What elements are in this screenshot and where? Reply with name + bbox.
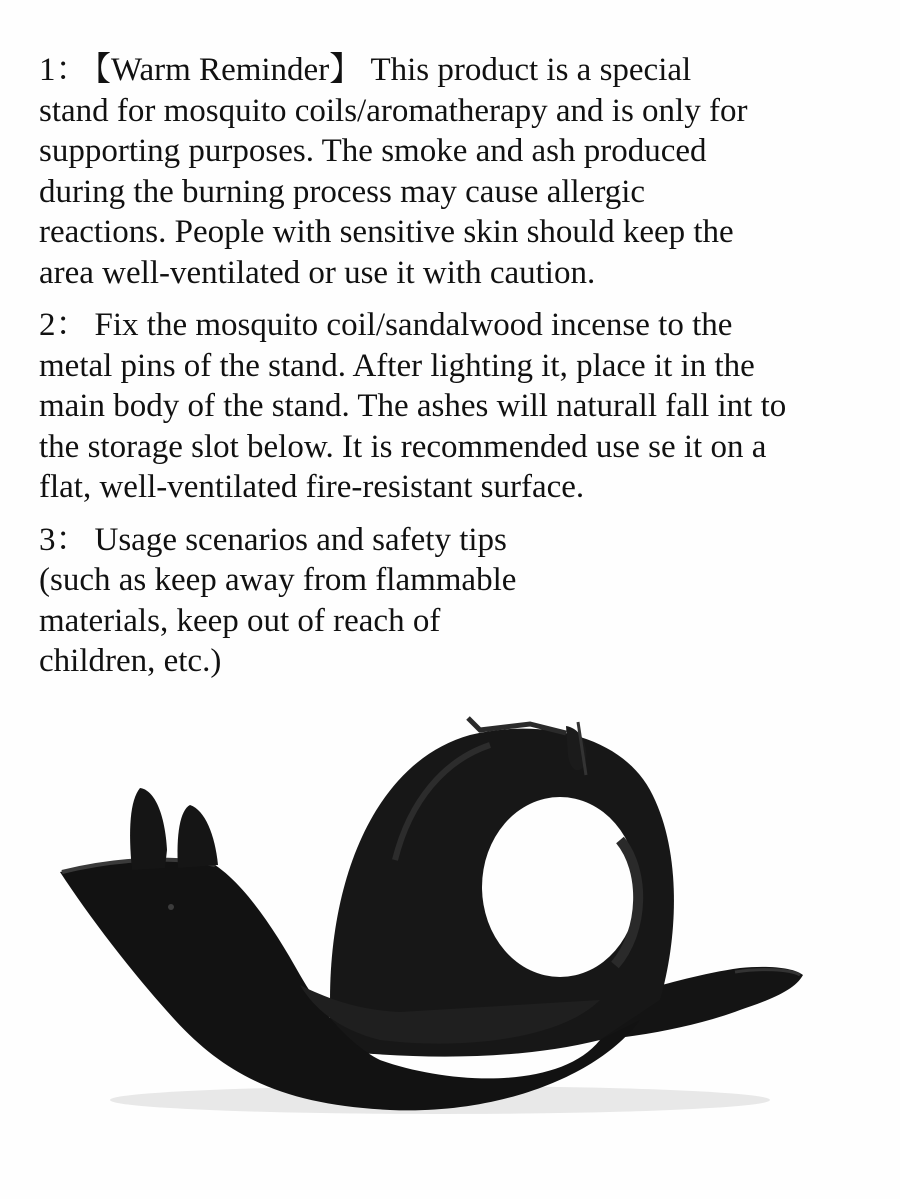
stand-ear-right	[178, 805, 219, 868]
note-2-text: Fix the mosquito coil/sandalwood incense to the metal pins of the stand. After lighting it, place it in the main body of the stand. The ashes will naturall fall int to the storage slot below. It is recommended use se it on a flat, well-ventilated fire-resistant surface.	[39, 307, 787, 505]
note-1-number: 1：	[39, 52, 89, 88]
note-2	[39, 305, 879, 508]
snail-coil-stand-image	[0, 700, 900, 1199]
note-3-number: 3：	[39, 521, 89, 558]
note-3	[39, 520, 879, 682]
note-1	[39, 50, 879, 293]
note-1-text: 【Warm Reminder】 This product is a special stand for mosquito coils/aromatherapy and is only for supporting purposes. The smoke and ash produced during the burning process may cause allergic reactions. People with sensitive skin should keep the area well-ventilated or use it with caution.	[39, 52, 748, 291]
note-2-number: 2：	[39, 307, 89, 343]
usage-notes	[39, 50, 879, 694]
stand-ear-left	[130, 788, 167, 870]
stand-shell-hole	[482, 797, 638, 977]
note-3-text: Usage scenarios and safety tips (such as keep away from flammable materials, keep out of reach of children, etc.)	[39, 521, 517, 679]
stand-eye	[168, 904, 174, 910]
